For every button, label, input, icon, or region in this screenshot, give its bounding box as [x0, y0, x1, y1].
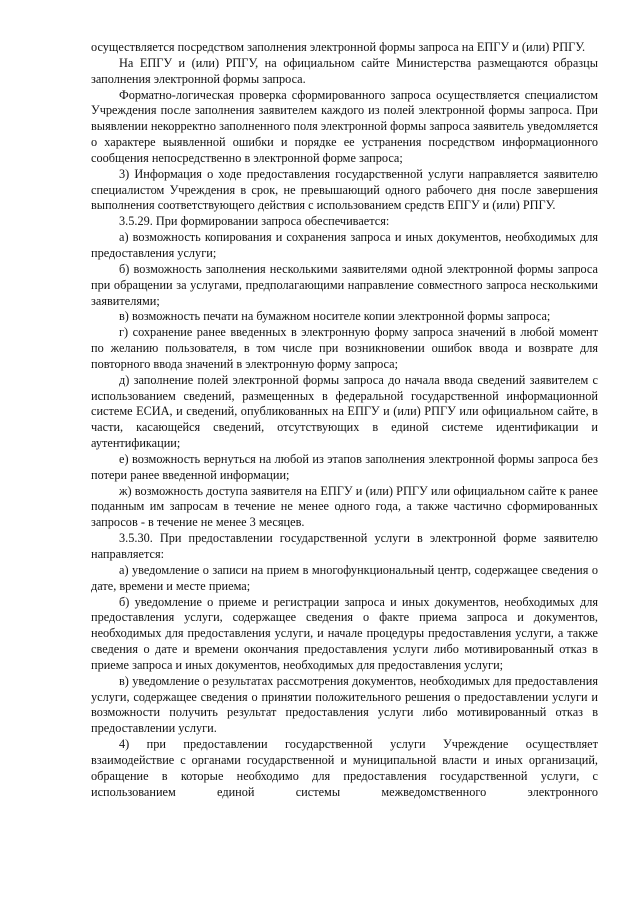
paragraph: На ЕПГУ и (или) РПГУ, на официальном сайте Министерства размещаются образцы заполнения электронной формы запроса.	[91, 55, 598, 86]
paragraph: 4) при предоставлении государственной услуги Учреждение осуществляет взаимодействие с органами государственной и муниципальной власти и иных организаций, обращение в которые необходимо для предоставления государственной услуги, с использованием единой системы межведомственного электронного	[91, 737, 598, 799]
paragraph: а) уведомление о записи на прием в многофункциональный центр, содержащее сведения о дате, времени и месте приема;	[91, 562, 598, 593]
paragraph: б) возможность заполнения несколькими заявителями одной электронной формы запроса при обращении за услугами, предполагающими направление совместного запроса несколькими заявителями;	[91, 261, 598, 308]
paragraph: в) возможность печати на бумажном носителе копии электронной формы запроса;	[119, 309, 551, 324]
paragraph: д) заполнение полей электронной формы запроса до начала ввода сведений заявителем с использованием сведений, размещенных в федеральной государственной информационной системе ЕСИА, и сведений, опубликованных на ЕПГУ и (или) РПГУ или официальном сайте, в части, касающейся сведений, отсутствующих в единой системе идентификации и аутентификации;	[91, 372, 598, 451]
paragraph: в) уведомление о результатах рассмотрения документов, необходимых для предоставления услуги, содержащее сведения о принятии положительного решения о предоставлении услуги и возможности получить результат предоставления услуги либо мотивированный отказ в предоставлении услуги.	[91, 673, 598, 736]
paragraph: ж) возможность доступа заявителя на ЕПГУ и (или) РПГУ или официальном сайте к ранее поданным им запросам в течение не менее одного года, а также частично сформированных запросов - в течение не менее 3 месяцев.	[91, 483, 598, 530]
paragraph: Форматно-логическая проверка сформированного запроса осуществляется специалистом Учреждения после заполнения заявителем каждого из полей электронной формы запроса. При выявлении некорректно заполненного поля электронной формы запроса заявитель уведомляется о характере выявленной ошибки и порядке ее устранения посредством информационного сообщения непосредственно в электронной форме запроса;	[91, 87, 598, 165]
paragraph: 3.5.29. При формировании запроса обеспечивается:	[119, 214, 390, 229]
paragraph: 3) Информация о ходе предоставления государственной услуги направляется заявителю специалистом Учреждения в срок, не превышающий одного рабочего дня после завершения выполнения соответствующего действия с использованием средств ЕПГУ и (или) РПГУ.	[91, 166, 598, 213]
paragraph: осуществляется посредством заполнения электронной формы запроса на ЕПГУ и (или) РПГУ.	[91, 40, 586, 54]
document-page	[91, 40, 598, 801]
paragraph: е) возможность вернуться на любой из этапов заполнения электронной формы запроса без потери ранее введенной информации;	[91, 451, 598, 482]
paragraph: а) возможность копирования и сохранения запроса и иных документов, необходимых для предоставления услуги;	[91, 230, 598, 260]
paragraph: б) уведомление о приеме и регистрации запроса и иных документов, необходимых для предоставления услуги, содержащее сведения о факте приема запроса и документов, необходимых для предоставления услуги, и начале процедуры предоставления услуги, а также сведения о дате и времени окончания предоставления услуги либо мотивированный отказ в приеме запроса и иных документов, необходимых для предоставления услуги;	[91, 594, 598, 672]
paragraph: г) сохранение ранее введенных в электронную форму запроса значений в любой момент по желанию пользователя, в том числе при возникновении ошибок ввода и возврате для повторного ввода значений в электронную форму запроса;	[91, 325, 598, 371]
paragraph: 3.5.30. При предоставлении государственной услуги в электронной форме заявителю направляется:	[91, 531, 598, 561]
